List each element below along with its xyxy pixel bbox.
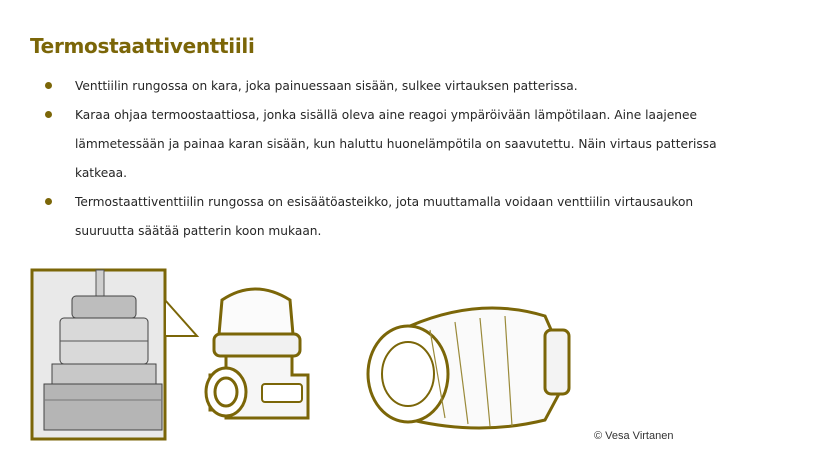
bullet-text: Karaa ohjaa termoostaattiosa, jonka sisällä oleva aine reagoi ympäröivään lämpötilaan. Aine laajenee lämmetessään ja painaa karan sisään, kun haluttu huonelämpötila on saavutettu. Näin virtaus patterissa katkeaa. [75,108,717,180]
valve-illustrations [0,262,825,453]
bullet-list [40,72,740,246]
bullet-text: Venttiilin rungossa on kara, joka painuessaan sisään, sulkee virtauksen patterissa. [75,79,578,93]
photo-credit: © Vesa Virtanen [594,430,674,442]
bullet-dot [45,82,52,89]
bullet-item [40,72,740,101]
bullet-dot [45,111,52,118]
slide-title: Termostaattiventtiili [30,34,255,58]
bullet-item [40,101,740,188]
bullet-item [40,188,740,246]
valve-body-image [206,289,308,418]
bullet-text: Termostaattiventtiilin rungossa on esisäätöasteikko, jota muuttamalla voidaan venttiilin virtausaukon suuruutta säätää patterin koon mukaan. [75,195,694,238]
thermostat-head-image [368,308,569,428]
detail-view-image [32,270,197,439]
bullet-dot [45,198,52,205]
